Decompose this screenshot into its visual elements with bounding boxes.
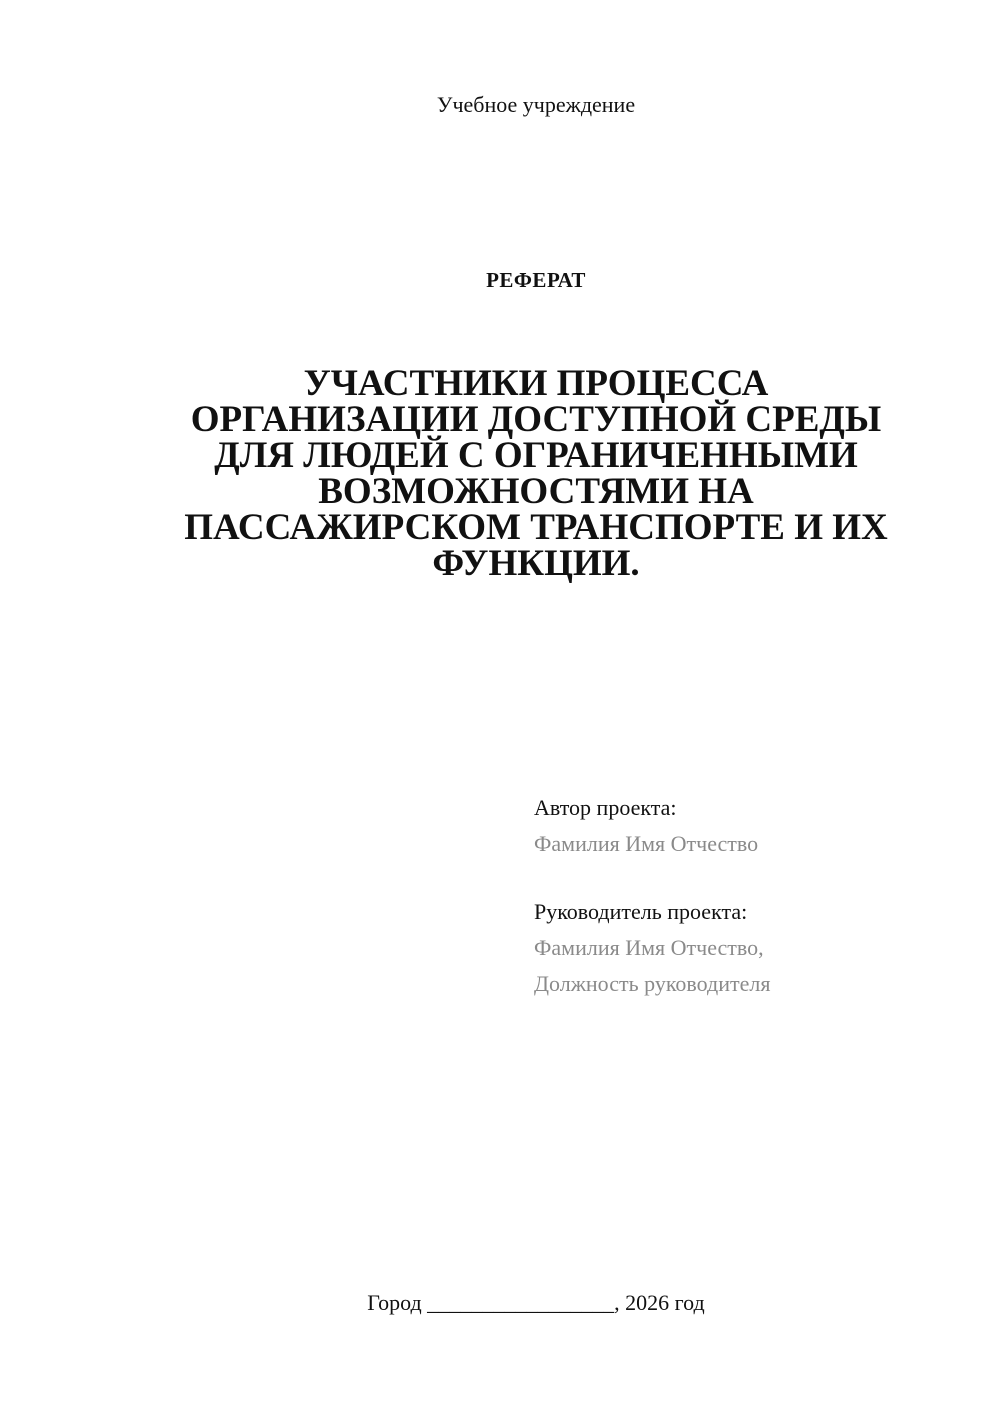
city-year-line: Город _________________, 2026 год	[367, 1290, 705, 1315]
title-line: УЧАСТНИКИ ПРОЦЕССА	[303, 363, 769, 404]
institution-name: Учебное учреждение	[436, 92, 636, 117]
title-line: ФУНКЦИИ.	[432, 543, 640, 584]
spacer	[534, 862, 964, 894]
title-line: ДЛЯ ЛЮДЕЙ С ОГРАНИЧЕННЫМИ	[214, 435, 858, 476]
credits-block	[534, 790, 964, 1002]
title-line: ПАССАЖИРСКОМ ТРАНСПОРТЕ И ИХ	[184, 507, 888, 548]
title-line: ВОЗМОЖНОСТЯМИ НА	[318, 471, 754, 512]
author-name: Фамилия Имя Отчество	[534, 831, 759, 856]
document-title	[160, 363, 912, 584]
author-label: Автор проекта:	[534, 795, 677, 820]
title-line: ОРГАНИЗАЦИИ ДОСТУПНОЙ СРЕДЫ	[190, 399, 882, 440]
document-type: РЕФЕРАТ	[486, 268, 586, 292]
supervisor-name: Фамилия Имя Отчество,	[534, 935, 764, 960]
supervisor-label: Руководитель проекта:	[534, 899, 748, 924]
supervisor-position: Должность руководителя	[534, 971, 771, 996]
